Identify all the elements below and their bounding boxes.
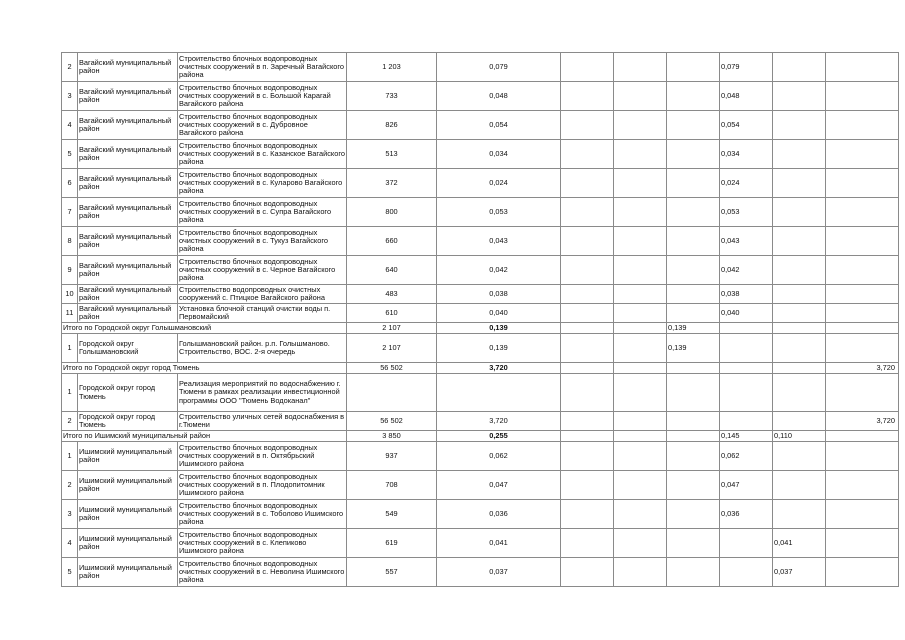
row-number: 1: [62, 374, 78, 412]
total-cell: 0,255: [437, 431, 561, 442]
year-cell-1: [561, 256, 614, 285]
year-cell-5: [773, 334, 826, 363]
volume-cell: 826: [347, 111, 437, 140]
district-cell: Вагайский муниципальный район: [78, 111, 178, 140]
volume-cell: 640: [347, 256, 437, 285]
year-cell-2: [614, 471, 667, 500]
table-row: [62, 412, 899, 431]
year-cell-3: [667, 363, 720, 374]
table-row: [62, 53, 899, 82]
district-cell: Городской округ город Тюмень: [78, 374, 178, 412]
table-row: [62, 471, 899, 500]
table-row: [62, 529, 899, 558]
district-cell: Городской округ город Тюмень: [78, 412, 178, 431]
total-cell: 0,041: [437, 529, 561, 558]
district-cell: Вагайский муниципальный район: [78, 82, 178, 111]
project-cell: Строительство блочных водопроводных очистных сооружений в с. Дубровное Вагайского района: [178, 111, 347, 140]
table-row: [62, 304, 899, 323]
year-cell-1: [561, 53, 614, 82]
year-cell-2: [614, 500, 667, 529]
volume-cell: 3 850: [347, 431, 437, 442]
year-cell-5: [773, 169, 826, 198]
table-row: [62, 82, 899, 111]
row-number: 10: [62, 285, 78, 304]
district-cell: Вагайский муниципальный район: [78, 304, 178, 323]
year-cell-4: 0,145: [720, 431, 773, 442]
district-cell: Вагайский муниципальный район: [78, 227, 178, 256]
volume-cell: 549: [347, 500, 437, 529]
year-cell-1: [561, 442, 614, 471]
year-cell-6: [826, 558, 899, 587]
year-cell-1: [561, 363, 614, 374]
row-number: 3: [62, 500, 78, 529]
district-cell: Ишимский муниципальный район: [78, 558, 178, 587]
volume-cell: 937: [347, 442, 437, 471]
year-cell-1: [561, 82, 614, 111]
total-cell: 0,139: [437, 323, 561, 334]
year-cell-6: [826, 82, 899, 111]
project-cell: Строительство блочных водопроводных очистных сооружений в с. Супра Вагайского района: [178, 198, 347, 227]
year-cell-1: [561, 529, 614, 558]
year-cell-1: [561, 227, 614, 256]
year-cell-5: [773, 363, 826, 374]
year-cell-3: 0,139: [667, 323, 720, 334]
year-cell-3: [667, 111, 720, 140]
year-cell-5: [773, 82, 826, 111]
district-cell: Вагайский муниципальный район: [78, 285, 178, 304]
total-cell: 0,038: [437, 285, 561, 304]
volume-cell: 2 107: [347, 334, 437, 363]
year-cell-2: [614, 227, 667, 256]
district-cell: Ишимский муниципальный район: [78, 500, 178, 529]
year-cell-2: [614, 140, 667, 169]
district-cell: Вагайский муниципальный район: [78, 140, 178, 169]
table-row: [62, 169, 899, 198]
year-cell-3: [667, 285, 720, 304]
year-cell-1: [561, 140, 614, 169]
year-cell-3: [667, 500, 720, 529]
year-cell-2: [614, 334, 667, 363]
year-cell-1: [561, 431, 614, 442]
total-cell: 0,062: [437, 442, 561, 471]
year-cell-2: [614, 363, 667, 374]
project-cell: Строительство блочных водопроводных очистных сооружений в п. Плодопитомник Ишимского района: [178, 471, 347, 500]
year-cell-2: [614, 285, 667, 304]
district-cell: Вагайский муниципальный район: [78, 169, 178, 198]
project-cell: Строительство блочных водопроводных очистных сооружений в п. Октябрьский Ишимского района: [178, 442, 347, 471]
year-cell-5: [773, 256, 826, 285]
year-cell-2: [614, 169, 667, 198]
volume-cell: 708: [347, 471, 437, 500]
table-row: [62, 442, 899, 471]
volume-cell: 660: [347, 227, 437, 256]
year-cell-5: [773, 227, 826, 256]
year-cell-2: [614, 558, 667, 587]
year-cell-6: [826, 198, 899, 227]
year-cell-5: [773, 442, 826, 471]
project-cell: Строительство блочных водопроводных очистных сооружений в с. Тукуз Вагайского района: [178, 227, 347, 256]
district-cell: Городской округ Голышмановский: [78, 334, 178, 363]
year-cell-5: 0,037: [773, 558, 826, 587]
row-number: 11: [62, 304, 78, 323]
district-cell: Ишимский муниципальный район: [78, 529, 178, 558]
year-cell-6: 3,720: [826, 412, 899, 431]
total-cell: 0,047: [437, 471, 561, 500]
year-cell-1: [561, 334, 614, 363]
year-cell-3: [667, 227, 720, 256]
row-number: 6: [62, 169, 78, 198]
project-cell: Строительство блочных водопроводных очистных сооружений в с. Неволина Ишимского района: [178, 558, 347, 587]
year-cell-3: [667, 412, 720, 431]
year-cell-4: [720, 323, 773, 334]
year-cell-3: [667, 256, 720, 285]
row-number: 2: [62, 471, 78, 500]
year-cell-5: [773, 323, 826, 334]
row-number: 1: [62, 442, 78, 471]
total-cell: 0,042: [437, 256, 561, 285]
total-cell: 0,036: [437, 500, 561, 529]
project-cell: Реализация мероприятий по водоснабжению г. Тюмени в рамках реализации инвестиционной программы ООО "Тюмень Водоканал": [178, 374, 347, 412]
volume-cell: 56 502: [347, 412, 437, 431]
district-cell: Ишимский муниципальный район: [78, 442, 178, 471]
year-cell-1: [561, 374, 614, 412]
year-cell-3: [667, 471, 720, 500]
total-cell: 0,139: [437, 334, 561, 363]
year-cell-2: [614, 529, 667, 558]
total-cell: 0,034: [437, 140, 561, 169]
row-number: 1: [62, 334, 78, 363]
year-cell-5: [773, 111, 826, 140]
volume-cell: 800: [347, 198, 437, 227]
project-cell: Строительство блочных водопроводных очистных сооружений в с. Тоболово Ишимского района: [178, 500, 347, 529]
year-cell-6: [826, 471, 899, 500]
year-cell-4: 0,040: [720, 304, 773, 323]
project-cell: Строительство блочных водопроводных очистных сооружений в с. Клепиково Ишимского района: [178, 529, 347, 558]
row-number: 5: [62, 558, 78, 587]
row-number: 7: [62, 198, 78, 227]
district-cell: Вагайский муниципальный район: [78, 53, 178, 82]
year-cell-1: [561, 412, 614, 431]
table-row: [62, 111, 899, 140]
year-cell-6: [826, 140, 899, 169]
year-cell-6: [826, 285, 899, 304]
table-row: [62, 334, 899, 363]
year-cell-2: [614, 256, 667, 285]
project-cell: Строительство водопроводных очистных сооружений с. Птицкое Вагайского района: [178, 285, 347, 304]
year-cell-5: [773, 140, 826, 169]
total-cell: [437, 374, 561, 412]
year-cell-6: [826, 500, 899, 529]
year-cell-4: 0,038: [720, 285, 773, 304]
year-cell-4: 0,024: [720, 169, 773, 198]
project-cell: Строительство блочных водопроводных очистных сооружений в с. Куларово Вагайского района: [178, 169, 347, 198]
total-label: Итого по Ишимский муниципальный район: [62, 431, 347, 442]
year-cell-6: 3,720: [826, 363, 899, 374]
volume-cell: 56 502: [347, 363, 437, 374]
year-cell-2: [614, 323, 667, 334]
year-cell-4: 0,042: [720, 256, 773, 285]
data-table: [61, 52, 899, 587]
total-row: [62, 431, 899, 442]
year-cell-6: [826, 374, 899, 412]
total-cell: 0,043: [437, 227, 561, 256]
year-cell-4: [720, 529, 773, 558]
year-cell-4: [720, 334, 773, 363]
volume-cell: 483: [347, 285, 437, 304]
row-number: 3: [62, 82, 78, 111]
total-cell: 0,037: [437, 558, 561, 587]
year-cell-3: [667, 304, 720, 323]
total-cell: 0,024: [437, 169, 561, 198]
year-cell-3: [667, 53, 720, 82]
year-cell-3: [667, 169, 720, 198]
year-cell-2: [614, 111, 667, 140]
year-cell-1: [561, 471, 614, 500]
year-cell-2: [614, 412, 667, 431]
row-number: 2: [62, 412, 78, 431]
year-cell-5: [773, 285, 826, 304]
total-cell: 0,079: [437, 53, 561, 82]
year-cell-3: [667, 140, 720, 169]
year-cell-6: [826, 529, 899, 558]
year-cell-2: [614, 198, 667, 227]
year-cell-5: 0,110: [773, 431, 826, 442]
total-label: Итого по Городской округ Голышмановский: [62, 323, 347, 334]
project-cell: Строительство блочных водопроводных очистных сооружений в с. Большой Карагай Вагайского района: [178, 82, 347, 111]
total-row: [62, 363, 899, 374]
table-body: [62, 53, 899, 587]
year-cell-1: [561, 323, 614, 334]
total-cell: 0,053: [437, 198, 561, 227]
row-number: 8: [62, 227, 78, 256]
year-cell-3: [667, 198, 720, 227]
year-cell-6: [826, 334, 899, 363]
year-cell-2: [614, 442, 667, 471]
year-cell-6: [826, 431, 899, 442]
year-cell-1: [561, 111, 614, 140]
project-cell: Установка блочной станций очистки воды п. Первомайский: [178, 304, 347, 323]
year-cell-4: 0,047: [720, 471, 773, 500]
volume-cell: 2 107: [347, 323, 437, 334]
year-cell-1: [561, 558, 614, 587]
year-cell-5: [773, 198, 826, 227]
year-cell-4: [720, 374, 773, 412]
total-label: Итого по Городской округ город Тюмень: [62, 363, 347, 374]
year-cell-5: [773, 53, 826, 82]
year-cell-6: [826, 169, 899, 198]
district-cell: Ишимский муниципальный район: [78, 471, 178, 500]
year-cell-1: [561, 169, 614, 198]
year-cell-6: [826, 111, 899, 140]
year-cell-4: 0,048: [720, 82, 773, 111]
total-cell: 0,040: [437, 304, 561, 323]
year-cell-4: [720, 558, 773, 587]
year-cell-6: [826, 442, 899, 471]
year-cell-3: [667, 431, 720, 442]
total-cell: 3,720: [437, 412, 561, 431]
year-cell-4: 0,079: [720, 53, 773, 82]
year-cell-6: [826, 304, 899, 323]
year-cell-6: [826, 323, 899, 334]
year-cell-6: [826, 227, 899, 256]
volume-cell: 557: [347, 558, 437, 587]
project-cell: Строительство блочных водопроводных очистных сооружений в с. Черное Вагайского района: [178, 256, 347, 285]
total-cell: 3,720: [437, 363, 561, 374]
year-cell-2: [614, 82, 667, 111]
project-cell: Строительство уличных сетей водоснабжения в г.Тюмени: [178, 412, 347, 431]
project-cell: Голышмановский район. р.п. Голышманово. Строительство, ВОС. 2-я очередь: [178, 334, 347, 363]
table-row: [62, 558, 899, 587]
year-cell-3: [667, 529, 720, 558]
year-cell-4: 0,062: [720, 442, 773, 471]
district-cell: Вагайский муниципальный район: [78, 198, 178, 227]
year-cell-4: 0,054: [720, 111, 773, 140]
volume-cell: 372: [347, 169, 437, 198]
table-row: [62, 198, 899, 227]
year-cell-2: [614, 53, 667, 82]
volume-cell: 1 203: [347, 53, 437, 82]
year-cell-4: 0,043: [720, 227, 773, 256]
year-cell-1: [561, 304, 614, 323]
row-number: 4: [62, 529, 78, 558]
year-cell-4: 0,034: [720, 140, 773, 169]
volume-cell: 619: [347, 529, 437, 558]
year-cell-4: 0,053: [720, 198, 773, 227]
row-number: 9: [62, 256, 78, 285]
year-cell-5: [773, 374, 826, 412]
year-cell-3: [667, 558, 720, 587]
row-number: 2: [62, 53, 78, 82]
project-cell: Строительство блочных водопроводных очистных сооружений в с. Казанское Вагайского района: [178, 140, 347, 169]
year-cell-2: [614, 304, 667, 323]
volume-cell: [347, 374, 437, 412]
total-row: [62, 323, 899, 334]
year-cell-4: 0,036: [720, 500, 773, 529]
table-row: [62, 374, 899, 412]
district-cell: Вагайский муниципальный район: [78, 256, 178, 285]
year-cell-3: [667, 442, 720, 471]
total-cell: 0,054: [437, 111, 561, 140]
year-cell-1: [561, 285, 614, 304]
volume-cell: 610: [347, 304, 437, 323]
table-row: [62, 140, 899, 169]
year-cell-5: [773, 471, 826, 500]
year-cell-4: [720, 363, 773, 374]
volume-cell: 513: [347, 140, 437, 169]
year-cell-3: [667, 374, 720, 412]
year-cell-3: 0,139: [667, 334, 720, 363]
table-row: [62, 285, 899, 304]
year-cell-6: [826, 53, 899, 82]
year-cell-1: [561, 198, 614, 227]
year-cell-5: [773, 304, 826, 323]
year-cell-3: [667, 82, 720, 111]
row-number: 4: [62, 111, 78, 140]
year-cell-2: [614, 431, 667, 442]
table-row: [62, 227, 899, 256]
year-cell-4: [720, 412, 773, 431]
year-cell-1: [561, 500, 614, 529]
year-cell-5: 0,041: [773, 529, 826, 558]
total-cell: 0,048: [437, 82, 561, 111]
project-cell: Строительство блочных водопроводных очистных сооружений в п. Заречный Вагайского района: [178, 53, 347, 82]
year-cell-5: [773, 412, 826, 431]
volume-cell: 733: [347, 82, 437, 111]
table-row: [62, 500, 899, 529]
year-cell-2: [614, 374, 667, 412]
row-number: 5: [62, 140, 78, 169]
table-row: [62, 256, 899, 285]
year-cell-5: [773, 500, 826, 529]
year-cell-6: [826, 256, 899, 285]
